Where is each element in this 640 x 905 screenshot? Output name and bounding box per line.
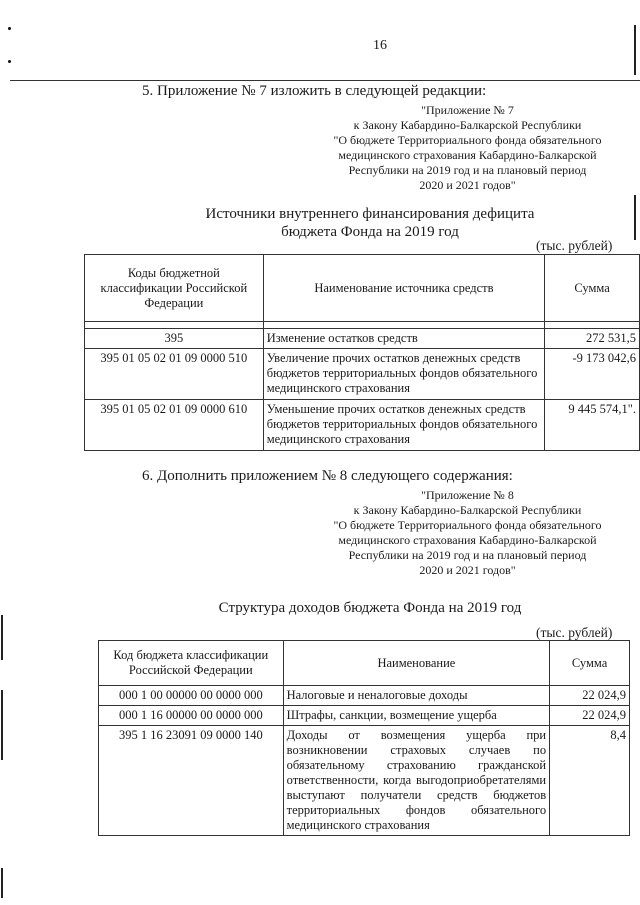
title-line: Источники внутреннего финансирования дефицита — [205, 206, 535, 222]
cell-code: 395 1 16 23091 09 0000 140 — [99, 726, 284, 836]
table-row — [85, 400, 640, 451]
cell-name: Увеличение прочих остатков денежных средств бюджетов территориальных фондов обязательного медицинского страхования — [263, 349, 544, 400]
financing-sources-table — [84, 254, 640, 451]
table-row — [99, 686, 630, 706]
appendix-line: "О бюджете Территориального фонда обязательного — [333, 133, 602, 147]
appendix-line: "О бюджете Территориального фонда обязательного — [333, 518, 602, 532]
cell-amount: 272 531,5 — [545, 329, 640, 349]
scan-edge — [1, 690, 3, 760]
scan-edge — [1, 615, 3, 660]
appendix-line: Республики на 2019 год и на плановый период — [348, 548, 587, 562]
header-code: Код бюджета классификации Российской Федерации — [99, 641, 284, 686]
scan-edge — [634, 195, 636, 240]
appendix-line: "Приложение № 8 — [421, 488, 514, 502]
appendix-line: к Закону Кабардино-Балкарской Республики — [353, 118, 582, 132]
appendix-line: к Закону Кабардино-Балкарской Республики — [353, 503, 582, 517]
appendix8-header — [305, 488, 630, 578]
cell-name: Налоговые и неналоговые доходы — [283, 686, 550, 706]
cell-code: 395 — [85, 329, 264, 349]
cell-amount: -9 173 042,6 — [545, 349, 640, 400]
cell-name: Доходы от возмещения ущерба при возникновении страховых случаев по обязательному страхованию гражданской ответственности, когда выгодоприобретателями выступают получатели средств бюджетов территориальных фондов обязательного медицинского страхования — [283, 726, 550, 836]
table-header-row — [85, 255, 640, 322]
section5-title — [140, 205, 600, 241]
cell-amount: 22 024,9 — [550, 686, 630, 706]
scan-mark — [8, 27, 11, 30]
appendix-line: медицинского страхования Кабардино-Балкарской — [338, 533, 597, 547]
units-label: (тыс. рублей) — [536, 625, 613, 640]
cell-name: Штрафы, санкции, возмещение ущерба — [283, 706, 550, 726]
cell-code: 000 1 00 00000 00 0000 000 — [99, 686, 284, 706]
appendix7-header — [305, 103, 630, 193]
table-row — [85, 349, 640, 400]
appendix-line: Республики на 2019 год и на плановый период — [348, 163, 587, 177]
cell-name: Уменьшение прочих остатков денежных средств бюджетов территориальных фондов обязательного медицинского страхования — [263, 400, 544, 451]
appendix-line: 2020 и 2021 годов" — [419, 178, 516, 192]
appendix-line: медицинского страхования Кабардино-Балкарской — [338, 148, 597, 162]
table-header-row — [99, 641, 630, 686]
header-codes: Коды бюджетной классификации Российской Федерации — [85, 255, 264, 322]
divider — [10, 80, 640, 81]
header-name: Наименование источника средств — [263, 255, 544, 322]
table-gap-row — [85, 322, 640, 329]
page-number: 16 — [373, 38, 387, 53]
appendix-line: 2020 и 2021 годов" — [419, 563, 516, 577]
cell-amount: 22 024,9 — [550, 706, 630, 726]
section6-title: Структура доходов бюджета Фонда на 2019 год — [218, 600, 522, 616]
title-line: бюджета Фонда на 2019 год — [281, 224, 459, 240]
cell-code: 000 1 16 00000 00 0000 000 — [99, 706, 284, 726]
revenue-structure-table — [98, 640, 630, 836]
cell-amount: 8,4 — [550, 726, 630, 836]
units-label: (тыс. рублей) — [536, 238, 613, 253]
scan-edge — [1, 868, 3, 898]
cell-name: Изменение остатков средств — [263, 329, 544, 349]
cell-amount: 9 445 574,1". — [545, 400, 640, 451]
appendix-line: "Приложение № 7 — [421, 103, 514, 117]
cell-code: 395 01 05 02 01 09 0000 510 — [85, 349, 264, 400]
header-amount: Сумма — [545, 255, 640, 322]
table-row — [85, 329, 640, 349]
header-name: Наименование — [283, 641, 550, 686]
section6-item: 6. Дополнить приложением № 8 следующего содержания: — [142, 468, 513, 484]
table-row — [99, 706, 630, 726]
cell-code: 395 01 05 02 01 09 0000 610 — [85, 400, 264, 451]
section5-item: 5. Приложение № 7 изложить в следующей редакции: — [142, 83, 487, 99]
scan-mark — [8, 60, 11, 63]
header-amount: Сумма — [550, 641, 630, 686]
table-row — [99, 726, 630, 836]
